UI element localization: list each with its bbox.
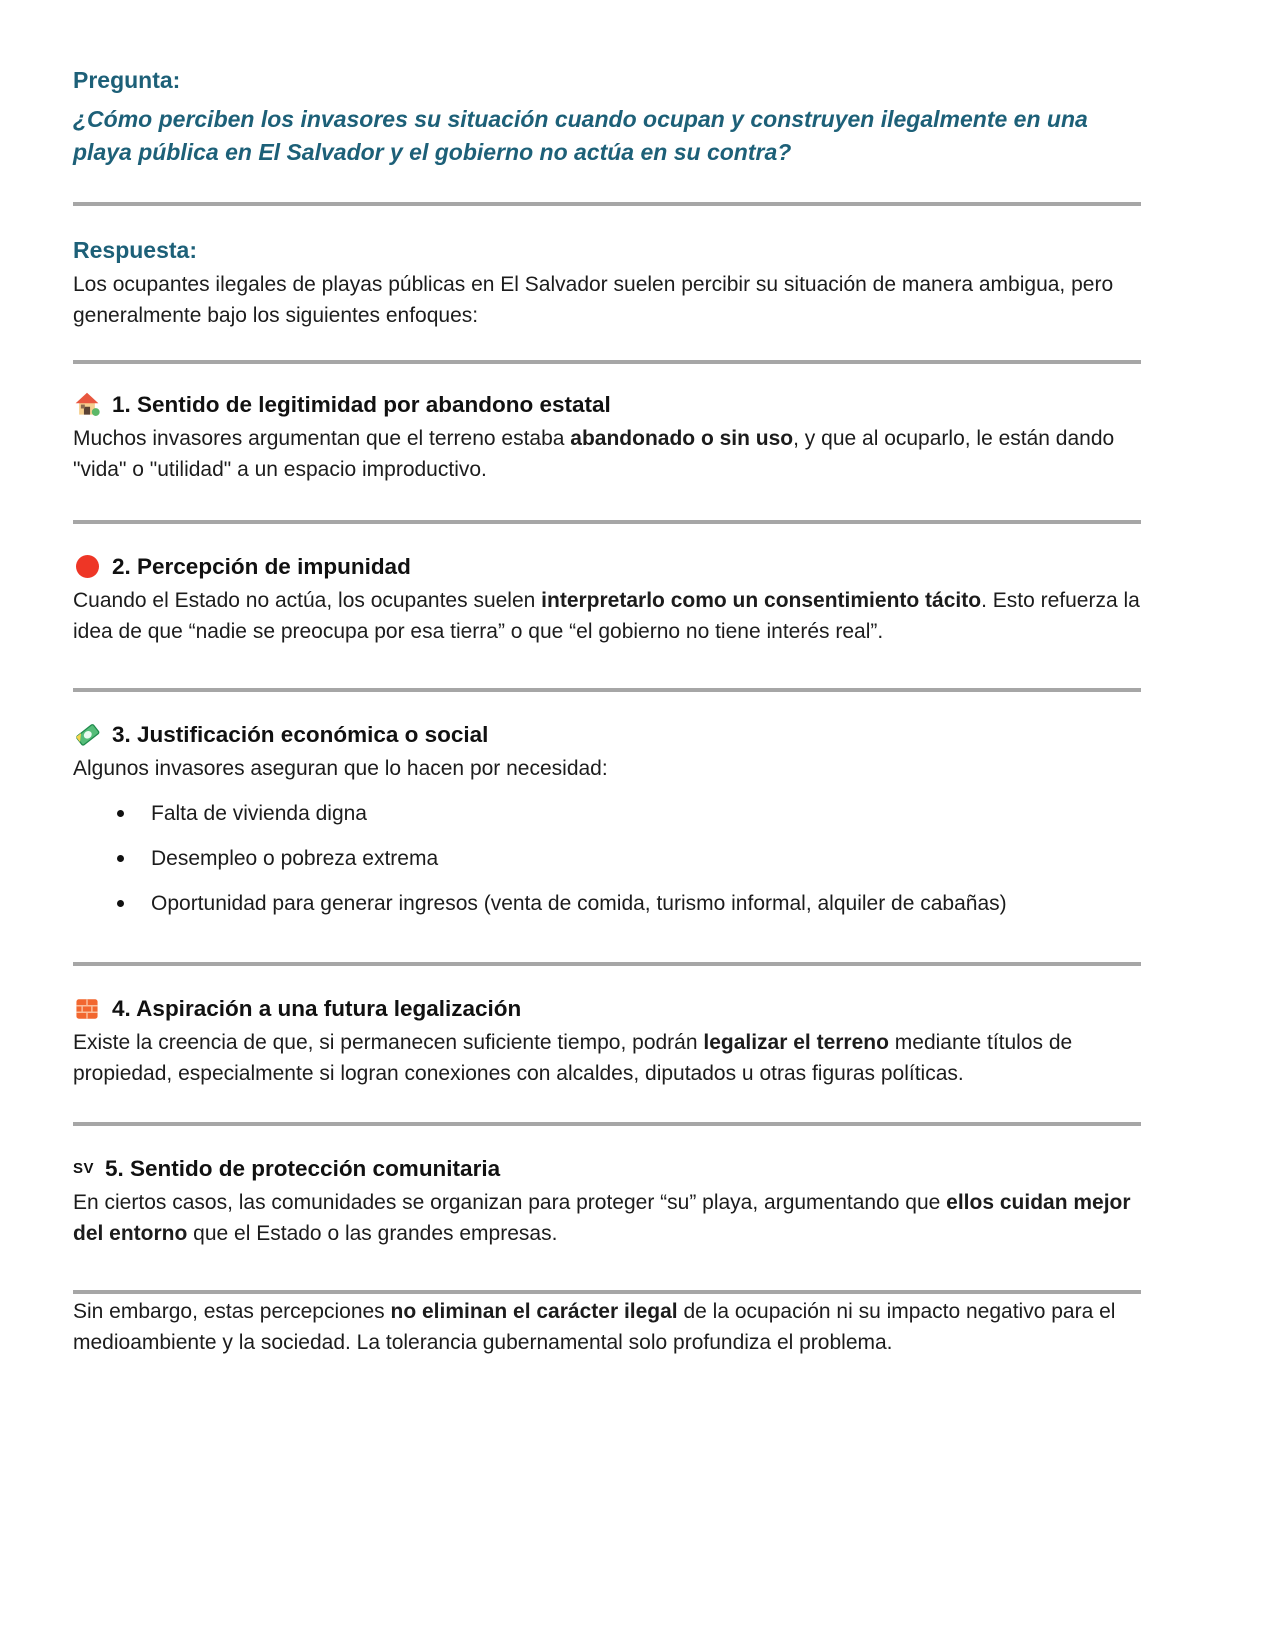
bullet-text: Desempleo o pobreza extrema xyxy=(151,847,439,870)
list-item xyxy=(117,888,1141,919)
section-title: 5. Sentido de protección comunitaria xyxy=(105,1156,501,1181)
money-icon xyxy=(73,721,101,749)
section-title: 4. Aspiración a una futura legalización xyxy=(112,996,522,1021)
closing-paragraph: Sin embargo, estas percepciones no eliminan el carácter ilegal de la ocupación ni su impacto negativo para el medioambiente y la sociedad. La tolerancia gubernamental solo profundiza el problema. xyxy=(73,1300,1116,1354)
bullet-dot-icon xyxy=(117,900,124,907)
section-title: 2. Percepción de impunidad xyxy=(112,554,411,579)
list-item xyxy=(117,798,1141,829)
section-heading-4 xyxy=(73,992,1141,1025)
divider xyxy=(73,688,1141,692)
question-text: ¿Cómo perciben los invasores su situación cuando ocupan y construyen ilegalmente en una playa pública en El Salvador y el gobierno no actúa en su contra? xyxy=(73,106,1088,165)
red-circle-icon xyxy=(73,553,101,581)
answer-intro: Los ocupantes ilegales de playas públicas en El Salvador suelen percibir su situación de manera ambigua, pero generalmente bajo los siguientes enfoques: xyxy=(73,273,1114,327)
document-content xyxy=(73,64,1141,1358)
section-title: 3. Justificación económica o social xyxy=(112,722,489,747)
question-label: Pregunta: xyxy=(73,67,181,93)
section-heading-5 xyxy=(73,1152,1141,1185)
section-body: Existe la creencia de que, si permanecen suficiente tiempo, podrán legalizar el terreno mediante títulos de propiedad, especialmente si logran conexiones con alcaldes, diputados u otras figuras políticas. xyxy=(73,1031,1073,1085)
bullet-dot-icon xyxy=(117,810,124,817)
divider xyxy=(73,360,1141,364)
section-heading-2 xyxy=(73,550,1141,583)
bullet-list xyxy=(73,798,1141,919)
bullet-text: Falta de vivienda digna xyxy=(151,802,367,825)
bullet-text: Oportunidad para generar ingresos (venta de comida, turismo informal, alquiler de cabañas) xyxy=(151,892,1007,915)
section-title: 1. Sentido de legitimidad por abandono estatal xyxy=(112,392,611,417)
list-item xyxy=(117,843,1141,874)
divider xyxy=(73,1290,1141,1294)
house-icon xyxy=(73,391,101,419)
section-body: Algunos invasores aseguran que lo hacen por necesidad: xyxy=(73,757,608,780)
section-body: Cuando el Estado no actúa, los ocupantes suelen interpretarlo como un consentimiento tácito. Esto refuerza la idea de que “nadie se preocupa por esa tierra” o que “el gobierno no tiene interés real”. xyxy=(73,589,1140,643)
section-body: Muchos invasores argumentan que el terreno estaba abandonado o sin uso, y que al ocuparlo, le están dando "vida" o "utilidad" a un espacio improductivo. xyxy=(73,427,1115,481)
divider xyxy=(73,520,1141,524)
answer-label: Respuesta: xyxy=(73,237,197,263)
divider xyxy=(73,1122,1141,1126)
brick-icon xyxy=(73,995,101,1023)
el-salvador-flag-icon: SV xyxy=(73,1160,95,1177)
section-heading-3 xyxy=(73,718,1141,751)
divider xyxy=(73,962,1141,966)
bullet-dot-icon xyxy=(117,855,124,862)
section-body: En ciertos casos, las comunidades se organizan para proteger “su” playa, argumentando que ellos cuidan mejor del entorno que el Estado o las grandes empresas. xyxy=(73,1191,1131,1245)
section-heading-1 xyxy=(73,388,1141,421)
divider xyxy=(73,202,1141,206)
